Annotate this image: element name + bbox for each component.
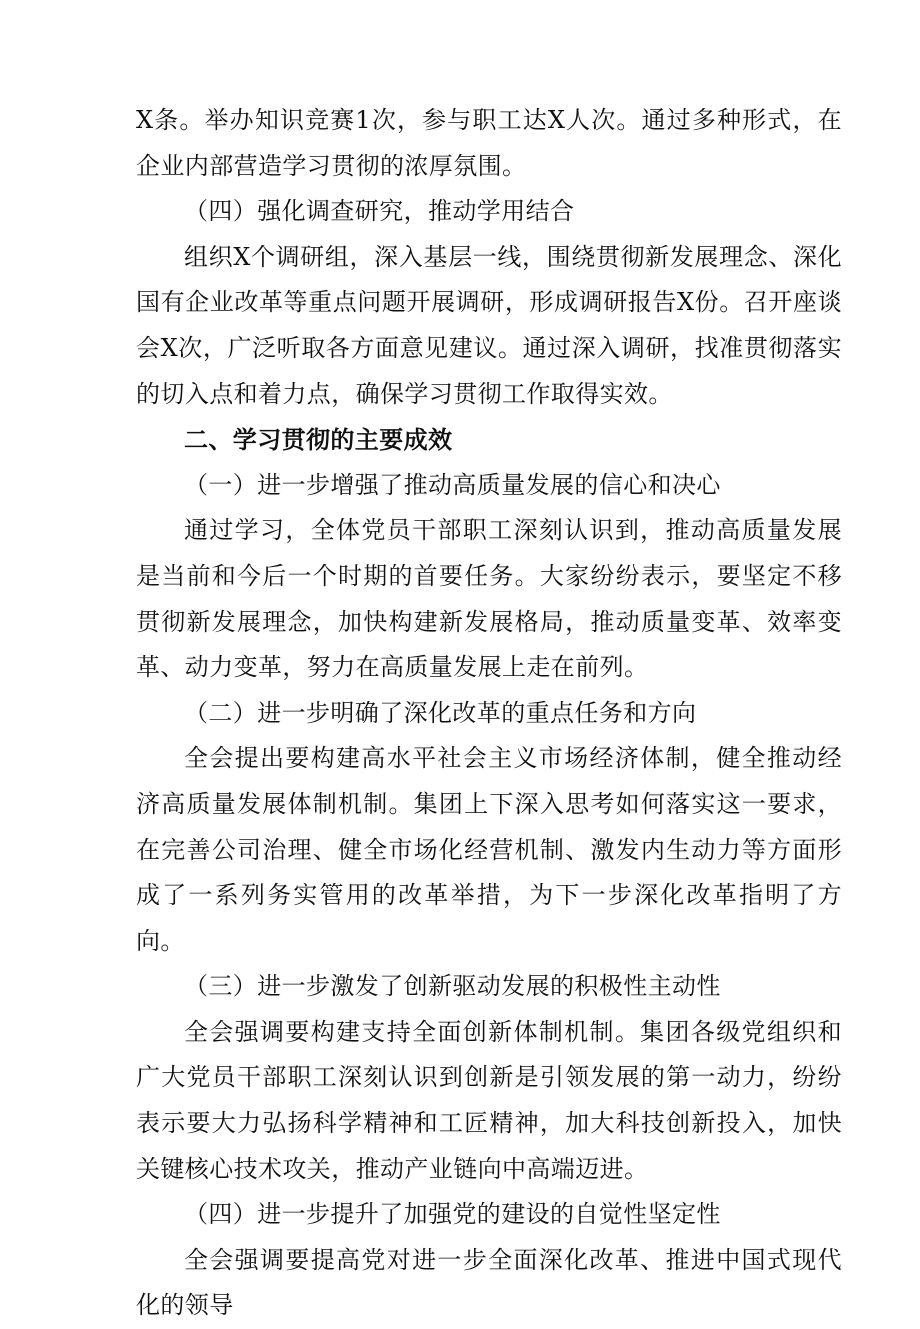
subheading-4-strengthen-research: （四）强化调查研究，推动学用结合 xyxy=(184,197,575,226)
subheading-1-confidence: （一）进一步增强了推动高质量发展的信心和决心 xyxy=(184,470,721,499)
document-body xyxy=(136,98,842,1329)
subheading-3-innovation: （三）进一步激发了创新驱动发展的积极性主动性 xyxy=(184,972,721,1001)
paragraph-reform: 全会提出要构建高水平社会主义市场经济体制，健全推动经济高质量发展体制机制。集团上下深入思考如何落实这一要求，在完善公司治理、健全市场化经营机制、激发内生动力等方面形成了一系列务实管用的改革举措，为下一步深化改革指明了方向。 xyxy=(136,744,842,955)
paragraph-innovation: 全会强调要构建支持全面创新体制机制。集团各级党组织和广大党员干部职工深刻认识到创新是引领发展的第一动力，纷纷表示要大力弘扬科学精神和工匠精神，加大科技创新投入，加快关键核心技术攻关，推动产业链向中高端迈进。 xyxy=(136,1017,842,1183)
section-heading-2: 二、学习贯彻的主要成效 xyxy=(184,425,453,455)
paragraph-continuation: X条。举办知识竞赛1次，参与职工达X人次。通过多种形式，在企业内部营造学习贯彻的浓厚氛围。 xyxy=(136,106,842,180)
subheading-2-reform: （二）进一步明确了深化改革的重点任务和方向 xyxy=(184,698,697,727)
paragraph-party-building: 全会强调要提高党对进一步全面深化改革、推进中国式现代化的领导 xyxy=(136,1245,842,1320)
paragraph-research: 组织X个调研组，深入基层一线，围绕贯彻新发展理念、深化国有企业改革等重点问题开展调研，形成调研报告X份。召开座谈会X次，广泛听取各方面意见建议。通过深入调研，找准贯彻落实的切入点和着力点，确保学习贯彻工作取得实效。 xyxy=(136,242,842,408)
subheading-4-party-building: （四）进一步提升了加强党的建设的自觉性坚定性 xyxy=(184,1200,721,1229)
paragraph-confidence: 通过学习，全体党员干部职工深刻认识到，推动高质量发展是当前和今后一个时期的首要任务。大家纷纷表示，要坚定不移贯彻新发展理念，加快构建新发展格局，推动质量变革、效率变革、动力变革，努力在高质量发展上走在前列。 xyxy=(136,516,842,682)
